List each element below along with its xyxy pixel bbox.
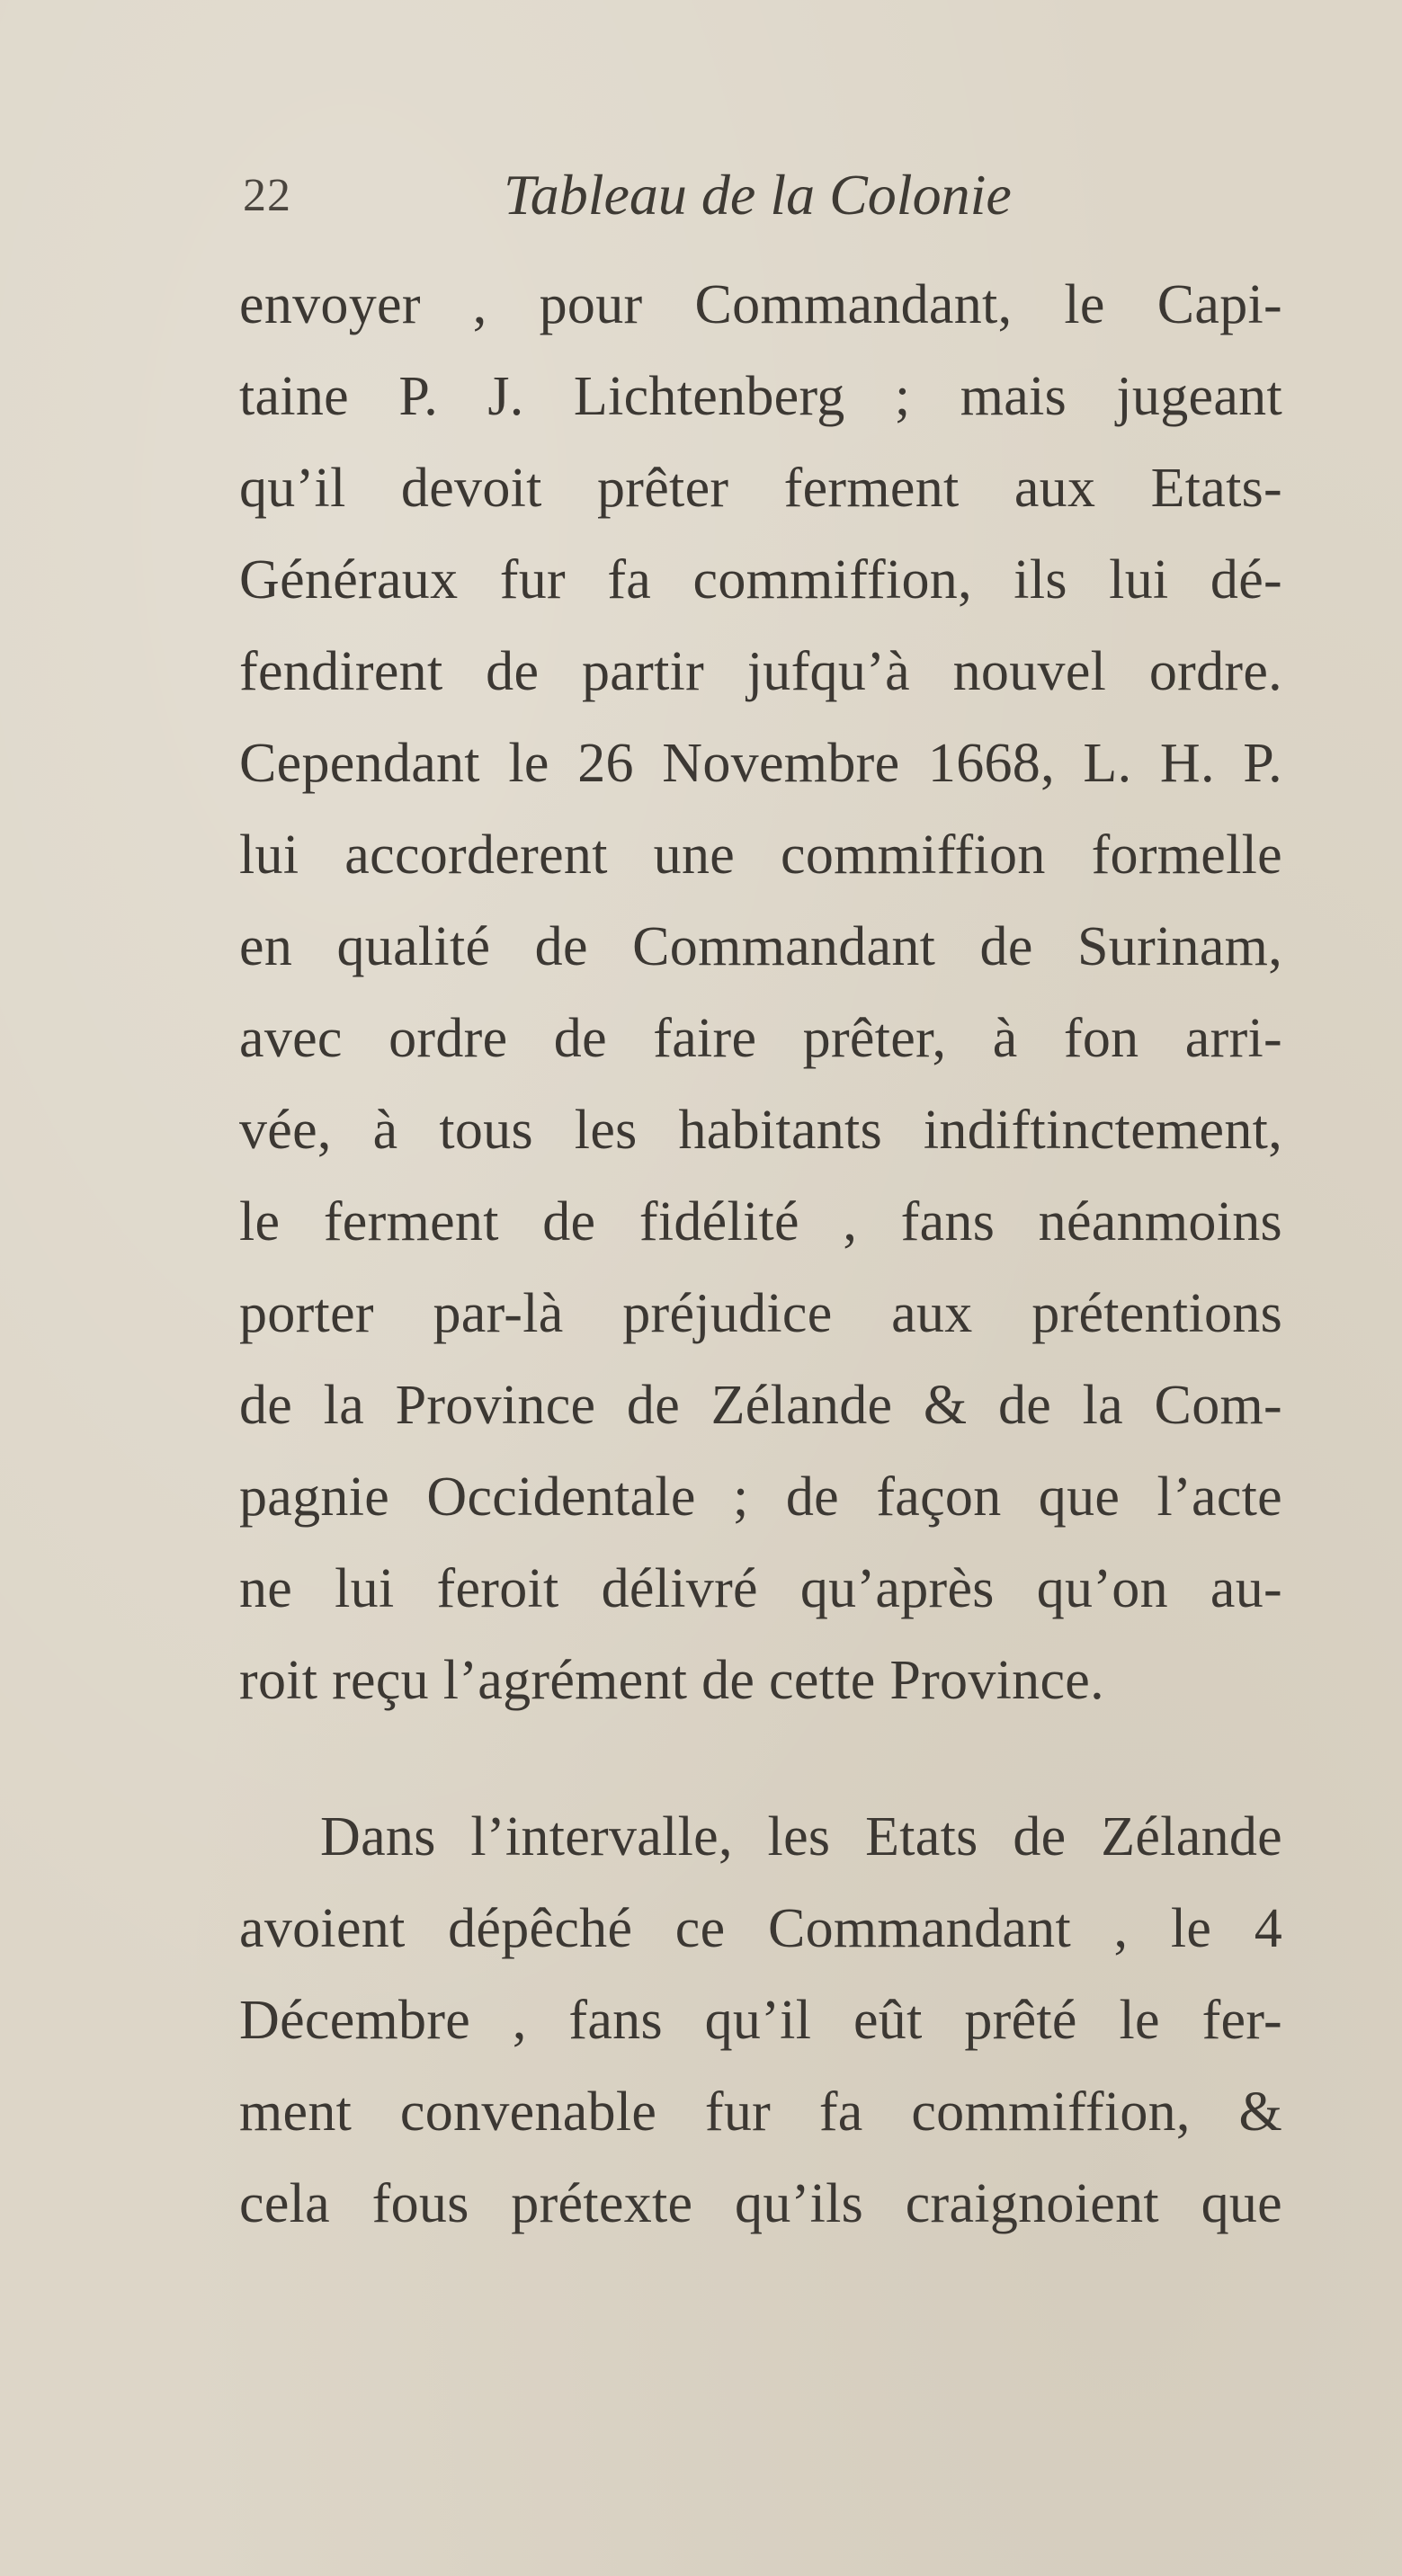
page-number: 22 xyxy=(243,170,291,221)
running-title: Tableau de la Colonie xyxy=(504,163,1012,227)
text-line: vée, à tous les habitants indiftinctement, xyxy=(239,1100,1282,1161)
body-text xyxy=(239,259,1282,2250)
text-line: pagnie Occidentale ; de façon que l’acte xyxy=(239,1466,1282,1528)
text-line: ment convenable fur fa commiffion, & xyxy=(239,2081,1282,2143)
text-line: Cependant le 26 Novembre 1668, L. H. P. xyxy=(239,733,1282,794)
text-line: en qualité de Commandant de Surinam, xyxy=(239,916,1282,977)
page-header xyxy=(0,162,1402,234)
text-line: avoient dépêché ce Commandant , le 4 xyxy=(239,1898,1282,1959)
text-line: qu’il devoit prêter ferment aux Etats- xyxy=(239,458,1282,519)
text-line: fendirent de partir jufqu’à nouvel ordre. xyxy=(239,641,1282,702)
text-line: cela fous prétexte qu’ils craignoient que xyxy=(239,2173,1282,2234)
text-line: avec ordre de faire prêter, à fon arri- xyxy=(239,1008,1282,1069)
text-line: taine P. J. Lichtenberg ; mais jugeant xyxy=(239,366,1282,427)
paragraph xyxy=(239,259,1282,1726)
paragraph xyxy=(239,1791,1282,2250)
text-line: porter par-là préjudice aux prétentions xyxy=(239,1283,1282,1344)
paragraph-gap xyxy=(239,1726,1282,1791)
text-line: Décembre , fans qu’il eût prêté le fer- xyxy=(239,1990,1282,2051)
text-line: lui accorderent une commiffion formelle xyxy=(239,824,1282,886)
text-line: Dans l’intervalle, les Etats de Zélande xyxy=(320,1806,1282,1867)
text-line: ne lui feroit délivré qu’après qu’on au- xyxy=(239,1558,1282,1619)
text-line: envoyer , pour Commandant, le Capi- xyxy=(239,274,1282,335)
text-line: roit reçu l’agrément de cette Province. xyxy=(239,1650,1104,1711)
text-line: Généraux fur fa commiffion, ils lui dé- xyxy=(239,549,1282,611)
text-line: le ferment de fidélité , fans néanmoins xyxy=(239,1191,1282,1252)
text-line: de la Province de Zélande & de la Com- xyxy=(239,1375,1282,1436)
